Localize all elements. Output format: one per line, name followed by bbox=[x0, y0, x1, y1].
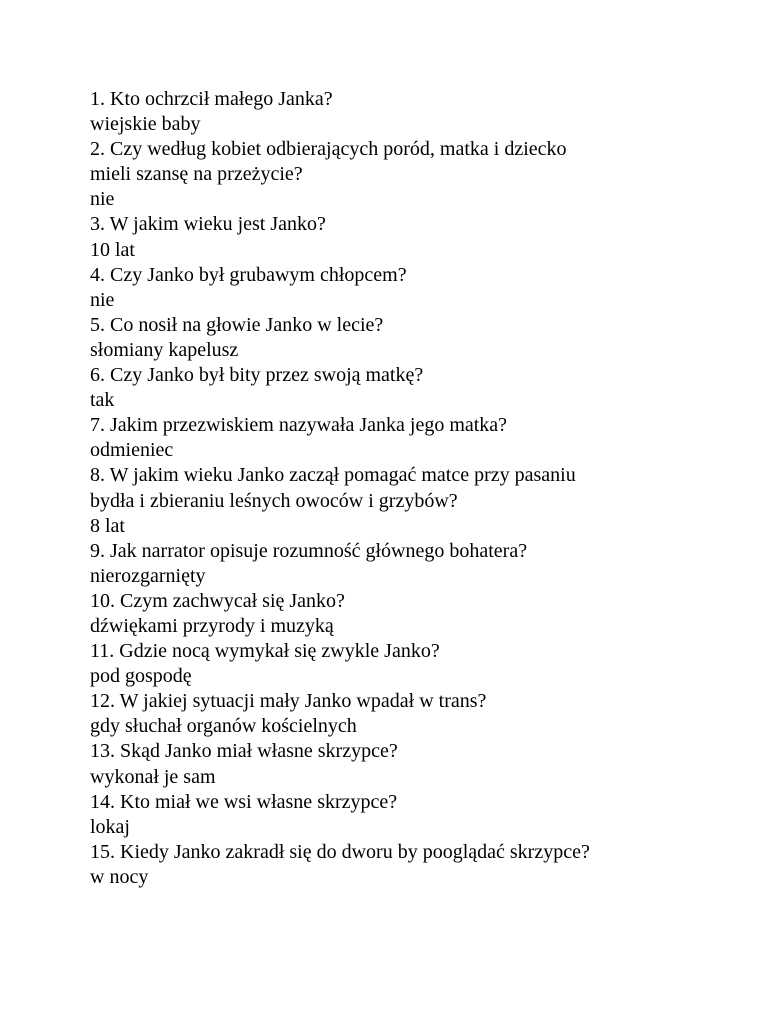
answer-text: 10 lat bbox=[90, 238, 135, 261]
qa-item bbox=[90, 463, 750, 538]
question-text: 13. Skąd Janko miał własne skrzypce? bbox=[90, 740, 398, 763]
qa-item bbox=[90, 639, 750, 689]
answer-text: odmieniec bbox=[90, 439, 174, 462]
question-text: 10. Czym zachwycał się Janko? bbox=[90, 589, 345, 612]
question-text: 6. Czy Janko był bity przez swoją matkę? bbox=[90, 364, 424, 387]
question-text: 15. Kiedy Janko zakradł się do dworu by pooglądać skrzypce? bbox=[90, 840, 590, 863]
answer-text: w nocy bbox=[90, 865, 149, 888]
answer-text: nie bbox=[90, 288, 115, 311]
qa-item bbox=[90, 689, 750, 739]
qa-item bbox=[90, 313, 750, 363]
question-text: 8. W jakim wieku Janko zaczął pomagać matce przy pasaniu bbox=[90, 464, 576, 487]
qa-list bbox=[90, 87, 750, 890]
answer-text: gdy słuchał organów kościelnych bbox=[90, 715, 357, 738]
answer-text: nierozgarnięty bbox=[90, 564, 206, 587]
qa-item bbox=[90, 363, 750, 413]
answer-text: wiejskie baby bbox=[90, 113, 201, 136]
question-text: 2. Czy według kobiet odbierających poród, matka i dziecko bbox=[90, 138, 567, 161]
question-text: 4. Czy Janko był grubawym chłopcem? bbox=[90, 263, 407, 286]
question-text: 9. Jak narrator opisuje rozumność głównego bohatera? bbox=[90, 539, 528, 562]
question-text-continued: bydła i zbieraniu leśnych owoców i grzybów? bbox=[90, 489, 458, 512]
qa-item bbox=[90, 739, 750, 789]
qa-item bbox=[90, 413, 750, 463]
question-text: 5. Co nosił na głowie Janko w lecie? bbox=[90, 313, 384, 336]
question-text: 3. W jakim wieku jest Janko? bbox=[90, 213, 326, 236]
question-text: 1. Kto ochrzcił małego Janka? bbox=[90, 88, 333, 110]
answer-text: wykonał je sam bbox=[90, 765, 216, 788]
answer-text: słomiany kapelusz bbox=[90, 338, 239, 361]
qa-item bbox=[90, 87, 750, 137]
question-text: 12. W jakiej sytuacji mały Janko wpadał w trans? bbox=[90, 690, 487, 713]
qa-item bbox=[90, 589, 750, 639]
question-text: 14. Kto miał we wsi własne skrzypce? bbox=[90, 790, 398, 813]
answer-text: dźwiękami przyrody i muzyką bbox=[90, 614, 334, 637]
answer-text: tak bbox=[90, 389, 115, 412]
answer-text: lokaj bbox=[90, 815, 130, 838]
question-text: 7. Jakim przezwiskiem nazywała Janka jego matka? bbox=[90, 414, 508, 437]
answer-text: nie bbox=[90, 188, 115, 211]
qa-item bbox=[90, 137, 750, 212]
qa-item bbox=[90, 212, 750, 262]
question-text: 11. Gdzie nocą wymykał się zwykle Janko? bbox=[90, 640, 440, 663]
answer-text: 8 lat bbox=[90, 514, 125, 537]
question-text-continued: mieli szansę na przeżycie? bbox=[90, 163, 303, 186]
qa-item bbox=[90, 790, 750, 840]
qa-item bbox=[90, 840, 750, 890]
qa-item bbox=[90, 539, 750, 589]
qa-item bbox=[90, 263, 750, 313]
answer-text: pod gospodę bbox=[90, 665, 192, 688]
